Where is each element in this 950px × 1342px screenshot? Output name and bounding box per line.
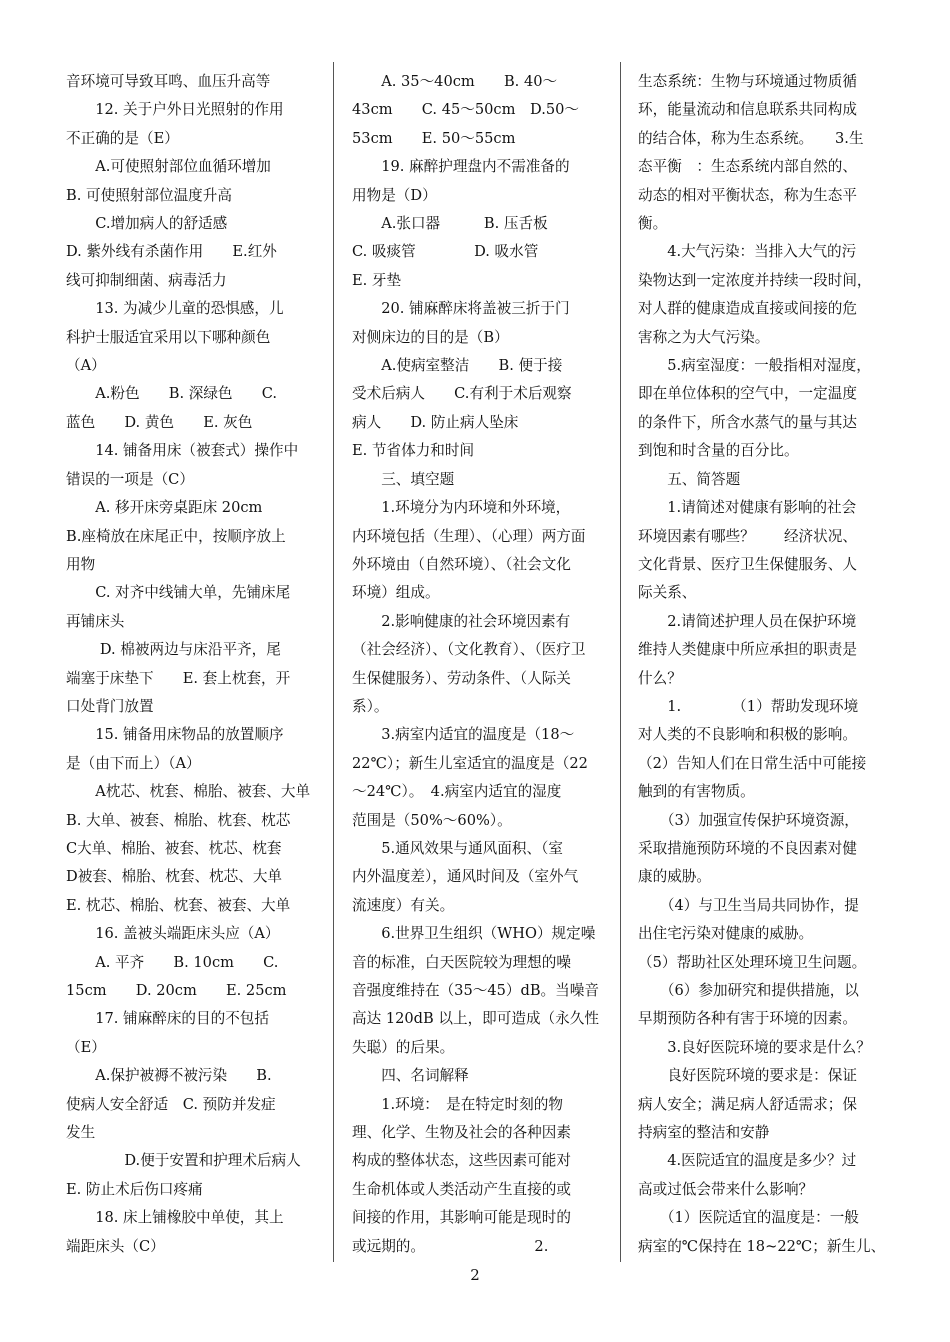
text-line: C.增加病人的舒适感 <box>66 215 228 233</box>
text-line: 早期预防各种有害于环境的因素。 <box>638 1010 857 1028</box>
text-line: 16. 盖被头端距床头应（A） <box>66 925 280 943</box>
text-line: 高或过低会带来什么影响？ <box>638 1180 814 1198</box>
text-line: ～24℃）。 4.病室内适宜的湿度 <box>352 783 562 801</box>
text-line: 五、简答题 <box>638 470 741 488</box>
text-line: 13. 为减少儿童的恐惧感，儿 <box>66 300 284 318</box>
text-line: 19. 麻醉护理盘内不需准备的 <box>352 158 570 176</box>
text-line: 系）。 <box>352 697 389 715</box>
text-line: 构成的整体状态，这些因素可能对 <box>352 1152 571 1170</box>
text-line: 环，能量流动和信息联系共同构成 <box>638 101 857 119</box>
text-line: 发生 <box>66 1124 96 1142</box>
text-line: 的条件下，所含水蒸气的量与其达 <box>638 413 857 431</box>
text-line: D. 紫外线有杀菌作用 E.红外 <box>66 243 277 261</box>
text-line: 什么？ <box>638 669 682 687</box>
text-line: A.使病室整洁 B. 便于接 <box>352 357 563 375</box>
text-line: 生态系统：生物与环境通过物质循 <box>638 73 857 90</box>
text-line: 12. 关于户外日光照射的作用 <box>66 101 284 119</box>
text-line: 3.病室内适宜的温度是（18～ <box>352 726 575 744</box>
text-line: 1.请简述对健康有影响的社会 <box>638 499 857 517</box>
text-line: A. 平齐 B. 10cm C. <box>66 953 279 971</box>
text-line: 3.良好医院环境的要求是什么？ <box>638 1038 871 1056</box>
column-divider-2 <box>620 62 621 1262</box>
text-line: E. 防止术后伤口疼痛 <box>66 1180 203 1198</box>
text-line: 即在单位体积的空气中，一定温度 <box>638 385 857 403</box>
text-line: （A） <box>66 357 106 375</box>
text-line: 不正确的是（E） <box>66 129 179 147</box>
text-line: 15. 铺备用床物品的放置顺序 <box>66 726 284 744</box>
text-line: 动态的相对平衡状态，称为生态平 <box>638 186 857 204</box>
text-line: 高达 120dB 以上，即可造成（永久性 <box>352 1010 599 1028</box>
text-line: A枕芯、枕套、棉胎、被套、大单 <box>66 783 311 801</box>
text-line: 失聪）的后果。 <box>352 1038 455 1056</box>
text-line: 病人 D. 防止病人坠床 <box>352 413 519 431</box>
text-line: 43cm C. 45～50cm D.50～ <box>352 101 580 119</box>
text-line: A.可使照射部位血循环增加 <box>66 158 271 176</box>
text-line: 端塞于床垫下 E. 套上枕套，开 <box>66 669 291 687</box>
text-line: （1）医院适宜的温度是：一般 <box>638 1209 859 1227</box>
text-line: A.粉色 B. 深绿色 C. <box>66 385 277 403</box>
text-line: 蓝色 D. 黄色 E. 灰色 <box>66 413 253 431</box>
text-line: A.张口器 B. 压舌板 <box>352 215 548 233</box>
text-line: B. 大单、被套、棉胎、枕套、枕芯 <box>66 811 291 829</box>
text-line: （3）加强宣传保护环境资源， <box>638 811 859 829</box>
text-line: 病室的℃保持在 18~22℃；新生儿、 <box>638 1237 886 1255</box>
text-line: 22℃）；新生儿室适宜的温度是（22 <box>352 754 588 772</box>
text-line: （E） <box>66 1038 106 1056</box>
text-line: 到饱和时含量的百分比。 <box>638 442 799 460</box>
text-column-3 <box>638 68 888 1261</box>
text-line: 采取措施预防环境的不良因素对健 <box>638 839 857 857</box>
text-line: 受术后病人 C.有利于术后观察 <box>352 385 572 403</box>
text-line: 出住宅污染对健康的威胁。 <box>638 925 814 943</box>
text-line: 间接的作用，其影响可能是现时的 <box>352 1209 571 1227</box>
text-line: 音的标准，白天医院较为理想的噪 <box>352 953 571 971</box>
text-line: 环境）组成。 <box>352 584 440 602</box>
text-line: 对人类的不良影响和积极的影响。 <box>638 726 857 744</box>
text-line: 4.医院适宜的温度是多少？过 <box>638 1152 857 1170</box>
text-line: 范围是（50%～60%）。 <box>352 811 512 829</box>
text-line: 4.大气污染：当排入大气的污 <box>638 243 857 261</box>
text-line: C. 吸痰管 D. 吸水管 <box>352 243 539 261</box>
text-line: C大单、棉胎、被套、枕芯、枕套 <box>66 839 282 857</box>
text-line: （5）帮助社区处理环境卫生问题。 <box>638 953 867 971</box>
text-line: 良好医院环境的要求是：保证 <box>638 1067 857 1085</box>
text-line: 53cm E. 50～55cm <box>352 129 516 147</box>
text-line: 害称之为大气污染。 <box>638 328 770 346</box>
text-line: 用物 <box>66 555 96 573</box>
page-number: 2 <box>470 1266 480 1284</box>
text-line: 病人安全；满足病人舒适需求；保 <box>638 1095 857 1113</box>
text-line: 维持人类健康中所应承担的职责是 <box>638 641 857 659</box>
text-line: 1.环境分为内环境和外环境， <box>352 499 571 517</box>
column-divider-1 <box>333 62 334 1262</box>
text-line: 生保健服务）、劳动条件、（人际关 <box>352 669 571 687</box>
text-line: 态平衡 ：生态系统内部自然的、 <box>638 158 857 176</box>
text-line: D. 棉被两边与床沿平齐，尾 <box>66 641 281 659</box>
text-line: 17. 铺麻醉床的目的不包括 <box>66 1010 269 1028</box>
text-line: A. 35～40cm B. 40～ <box>352 73 558 90</box>
text-line: 衡。 <box>638 215 668 233</box>
text-line: 音环境可导致耳鸣、血压升高等 <box>66 73 271 90</box>
text-line: A. 移开床旁桌距床 20cm <box>66 499 263 517</box>
text-line: 的结合体，称为生态系统。 3.生 <box>638 129 864 147</box>
text-line: 18. 床上铺橡胶中单使，其上 <box>66 1209 284 1227</box>
text-line: 四、名词解释 <box>352 1067 469 1085</box>
text-line: （4）与卫生当局共同协作，提 <box>638 896 859 914</box>
text-line: 再铺床头 <box>66 612 125 630</box>
text-line: B.座椅放在床尾正中，按顺序放上 <box>66 527 286 545</box>
text-line: 口处背门放置 <box>66 697 154 715</box>
text-line: 2.请简述护理人员在保护环境 <box>638 612 857 630</box>
text-line: （6）参加研究和提供措施，以 <box>638 982 859 999</box>
text-line: 三、填空题 <box>352 470 455 488</box>
text-line: E. 牙垫 <box>352 271 402 289</box>
text-line: 染物达到一定浓度并持续一段时间， <box>638 271 872 289</box>
text-line: 触到的有害物质。 <box>638 783 755 801</box>
text-line: 外环境由（自然环境）、（社会文化 <box>352 555 571 573</box>
text-line: 内外温度差），通风时间及（室外气 <box>352 868 579 886</box>
text-line: 1.环境： 是在特定时刻的物 <box>352 1095 563 1113</box>
text-line: 1. （1）帮助发现环境 <box>638 697 859 715</box>
text-line: D被套、棉胎、枕套、枕芯、大单 <box>66 868 283 886</box>
text-line: 对侧床边的目的是（B） <box>352 328 509 346</box>
text-line: E. 枕芯、棉胎、枕套、被套、大单 <box>66 896 291 914</box>
text-line: （2）告知人们在日常生活中可能接 <box>638 754 867 772</box>
text-line: 15cm D. 20cm E. 25cm <box>66 982 287 999</box>
text-line: 持病室的整洁和安静 <box>638 1124 770 1142</box>
text-line: 文化背景、医疗卫生保健服务、人 <box>638 555 857 573</box>
text-line: 20. 铺麻醉床将盖被三折于门 <box>352 300 570 318</box>
text-line: C. 对齐中线铺大单，先铺床尾 <box>66 584 291 602</box>
text-line: 音强度维持在（35～45）dB。当噪音 <box>352 982 599 999</box>
text-line: 2.影响健康的社会环境因素有 <box>352 612 571 630</box>
text-line: 5.通风效果与通风面积、（室 <box>352 839 563 857</box>
text-line: 错误的一项是（C） <box>66 470 194 488</box>
text-line: 对人群的健康造成直接或间接的危 <box>638 300 857 318</box>
text-line: 14. 铺备用床（被套式）操作中 <box>66 442 299 460</box>
text-line: 际关系、 <box>638 584 697 602</box>
text-column-2 <box>352 68 608 1261</box>
text-line: A.保护被褥不被污染 B. <box>66 1067 272 1085</box>
text-line: 或远期的。 2. <box>352 1237 549 1255</box>
text-line: 5.病室湿度：一般指相对湿度， <box>638 357 871 375</box>
text-line: 线可抑制细菌、病毒活力 <box>66 271 227 289</box>
text-line: 内环境包括（生理）、（心理）两方面 <box>352 527 586 545</box>
text-line: B. 可使照射部位温度升高 <box>66 186 232 204</box>
text-line: 使病人安全舒适 C. 预防并发症 <box>66 1095 276 1113</box>
text-line: 端距床头（C） <box>66 1237 165 1255</box>
text-line: 康的威胁。 <box>638 868 711 886</box>
text-line: D.便于安置和护理术后病人 <box>66 1152 301 1170</box>
text-line: 6.世界卫生组织（WHO）规定噪 <box>352 925 596 943</box>
text-line: 理、化学、生物及社会的各种因素 <box>352 1124 571 1142</box>
text-line: （社会经济）、（文化教育）、（医疗卫 <box>352 641 586 659</box>
text-line: 科护士服适宜采用以下哪种颜色 <box>66 328 271 346</box>
text-line: 生命机体或人类活动产生直接的或 <box>352 1180 571 1198</box>
text-line: 环境因素有哪些？ 经济状况、 <box>638 527 857 545</box>
text-line: 是（由下而上）（A） <box>66 754 201 772</box>
text-column-1 <box>66 68 322 1261</box>
text-line: E. 节省体力和时间 <box>352 442 475 460</box>
text-line: 用物是（D） <box>352 186 437 204</box>
text-line: 流速度）有关。 <box>352 896 455 914</box>
